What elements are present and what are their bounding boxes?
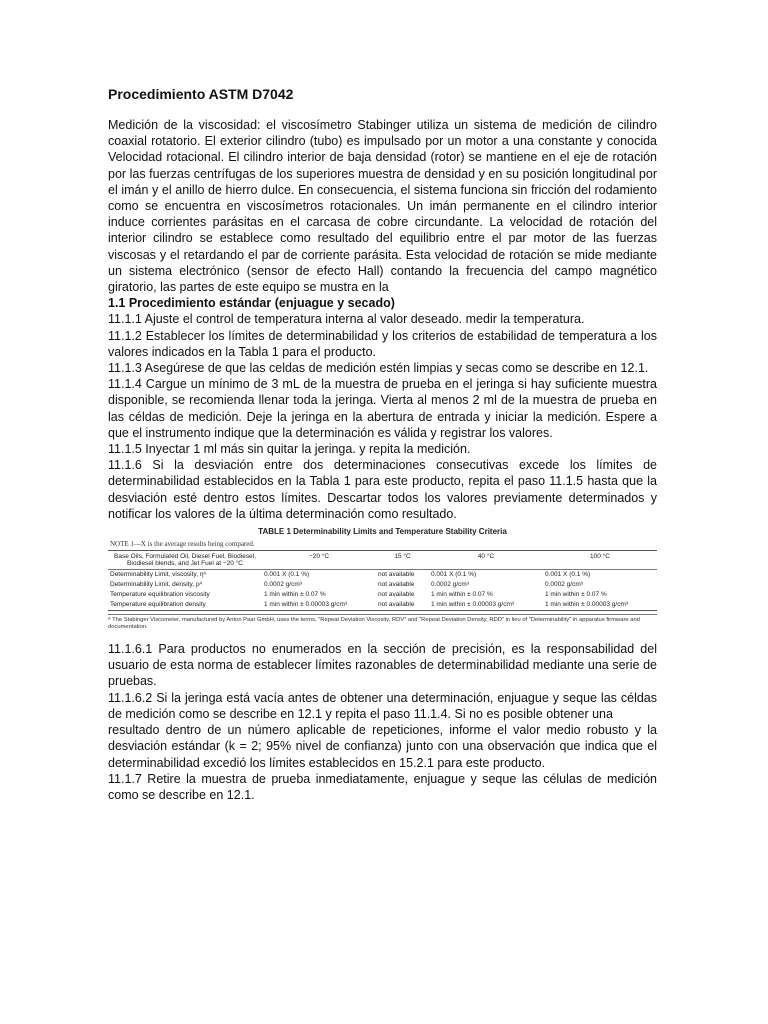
table-footnote: ᴬ The Stabinger Viscometer, manufactured by Anton Paar GmbH, uses the terms, "Repeat Deviation Viscosity, RDV" and "Repeat Deviation Density, RDD" in lieu of "Determinability" in apparatus firmware and documentation. <box>108 614 657 631</box>
step-paragraph: 11.1.6 Si la desviación entre dos determinaciones consecutivas excede los límites de determinabilidad establecidos en la Tabla 1 para este producto, repita el paso 11.1.5 hasta que la desviación esté dentro estos límites. Descartar todos los valores previamente determinados y notificar los valores de la última determinación como resultado. <box>108 458 657 521</box>
table-row <box>108 580 657 590</box>
step-paragraph: 11.1.6.1 Para productos no enumerados en la sección de precisión, es la responsabilidad del usuario de esta norma de establecer límites razonables de determinabilidad mediante una serie de pruebas. <box>108 642 657 689</box>
table-cell: Temperature equilibration density <box>110 601 206 609</box>
table-cell: 0.0002 g/cm³ <box>544 581 583 589</box>
table-cell: 1 min within ± 0.07 % <box>264 591 326 599</box>
step-paragraph: 11.1.6.2 Si la jeringa está vacía antes de obtener una determinación, enjuague y seque las céldas de medición como se describe en 12.1 y repita el paso 11.1.4. Si no es posible obtener una <box>108 690 657 721</box>
table-title: TABLE 1 Determinability Limits and Temperature Stability Criteria <box>258 527 507 537</box>
table-row <box>108 590 657 600</box>
table-cell: 0.001 X (0.1 %) <box>431 571 477 579</box>
table-cell: not available <box>377 601 415 609</box>
table-cell: not available <box>377 581 415 589</box>
intro-paragraph: Medición de la viscosidad: el viscosímetro Stabinger utiliza un sistema de medición de cilindro coaxial rotatorio. El exterior cilindro (tubo) es impulsado por un motor a una constante y conocida Velocidad rotacional. El cilindro interior de baja densidad (rotor) se mantiene en el eje de rotación por las fuerzas centrífugas de los superiores muestra de densidad y en su posición longitudinal por el imán y el anillo de hierro dulce. En consecuencia, el sistema funciona sin fricción del rodamiento como se encuentra en viscosímetros rotacionales. Un imán permanente en el cilindro interior induce corrientes parásitas en el carcasa de cobre circundante. La velocidad de rotación del interior cilindro se establece como resultado del equilibrio entre el par motor de las fuerzas viscosas y el retardando el par de corriente parásita. Esta velocidad de rotación se mide mediante un sistema electrónico (sensor de efecto Hall) contando la frecuencia del campo magnético giratorio, las partes de este equipo se mustra en la <box>108 118 657 295</box>
table-header-row <box>108 551 657 570</box>
determinability-table <box>108 550 657 611</box>
document-title: Procedimiento ASTM D7042 <box>108 86 294 102</box>
step-paragraph: 11.1.3 Asegúrese de que las celdas de medición estén limpias y secas como se describe en 12.1. <box>108 361 649 376</box>
step-paragraph: resultado dentro de un número aplicable de repeticiones, informe el valor medio robusto y la desviación estándar (k = 2; 95% nivel de confianza) junto con una observación que indica que el determinabilidad excedió los límites establecidos en 15.2.1 para este producto. <box>108 723 657 770</box>
table-cell: 1 min within ± 0.00003 g/cm³ <box>544 601 629 609</box>
table-cell: 0.0002 g/cm³ <box>264 581 302 589</box>
step-paragraph: 11.1.7 Retire la muestra de prueba inmediatamente, enjuague y seque las células de medición como se describe en 12.1. <box>108 771 657 802</box>
table-header-cell: 40 °C <box>429 551 543 570</box>
table-cell: 0.001 X (0.1 %) <box>544 571 591 579</box>
table-1 <box>108 527 657 631</box>
table-note: NOTE 1—X is the average results being compared. <box>110 540 255 549</box>
table-header-cell: 15 °C <box>376 551 429 570</box>
table-cell: not available <box>377 571 415 579</box>
table-header-cell: 100 °C <box>543 551 657 570</box>
document-page <box>108 86 657 803</box>
step-paragraph: 11.1.5 Inyectar 1 ml más sin quitar la jeringa. y repita la medición. <box>108 442 471 457</box>
table-cell: Temperature equilibration viscosity <box>110 591 210 599</box>
table-header-cell: −20 °C <box>262 551 376 570</box>
table-header-cell: Base Oils, Formulated Oil, Diesel Fuel, Biodiesel, Biodiesel blends, and Jet Fuel at −20 °C <box>108 551 262 570</box>
table-cell: 1 min within ± 0.07 % <box>431 591 493 599</box>
table-cell: Determinability Limit, density, ρᴬ <box>110 581 203 589</box>
step-paragraph: 11.1.1 Ajuste el control de temperatura interna al valor deseado. medir la temperatura. <box>108 312 585 327</box>
step-paragraph: 11.1.2 Establecer los límites de determinabilidad y los criterios de estabilidad de temperatura a los valores indicados en la Tabla 1 para el producto. <box>108 328 657 359</box>
table-row <box>108 570 657 581</box>
table-cell: 0.0002 g/cm³ <box>431 581 469 589</box>
step-paragraph: 11.1.4 Cargue un mínimo de 3 mL de la muestra de prueba en el jeringa si hay suficiente muestra disponible, se recomienda llenar toda la jeringa. Vierta al menos 2 ml de la muestra de prueba en las céldas de medición. Deje la jeringa en la abertura de entrada y iniciar la medición. Espere a que el instrumento indique que la determinación es válida y registrar los valores. <box>108 377 657 440</box>
table-cell: Determinability Limit, viscosity, ηᴬ <box>110 571 207 579</box>
table-cell: not available <box>377 591 415 599</box>
table-cell: 1 min within ± 0.00003 g/cm³ <box>431 601 515 609</box>
table-cell: 0.001 X (0.1 %) <box>264 571 310 579</box>
table-cell: 1 min within ± 0.07 % <box>544 591 607 599</box>
table-row <box>108 600 657 611</box>
table-cell: 1 min within ± 0.00003 g/cm³ <box>264 601 348 609</box>
section-heading: 1.1 Procedimiento estándar (enjuague y secado) <box>108 296 395 311</box>
